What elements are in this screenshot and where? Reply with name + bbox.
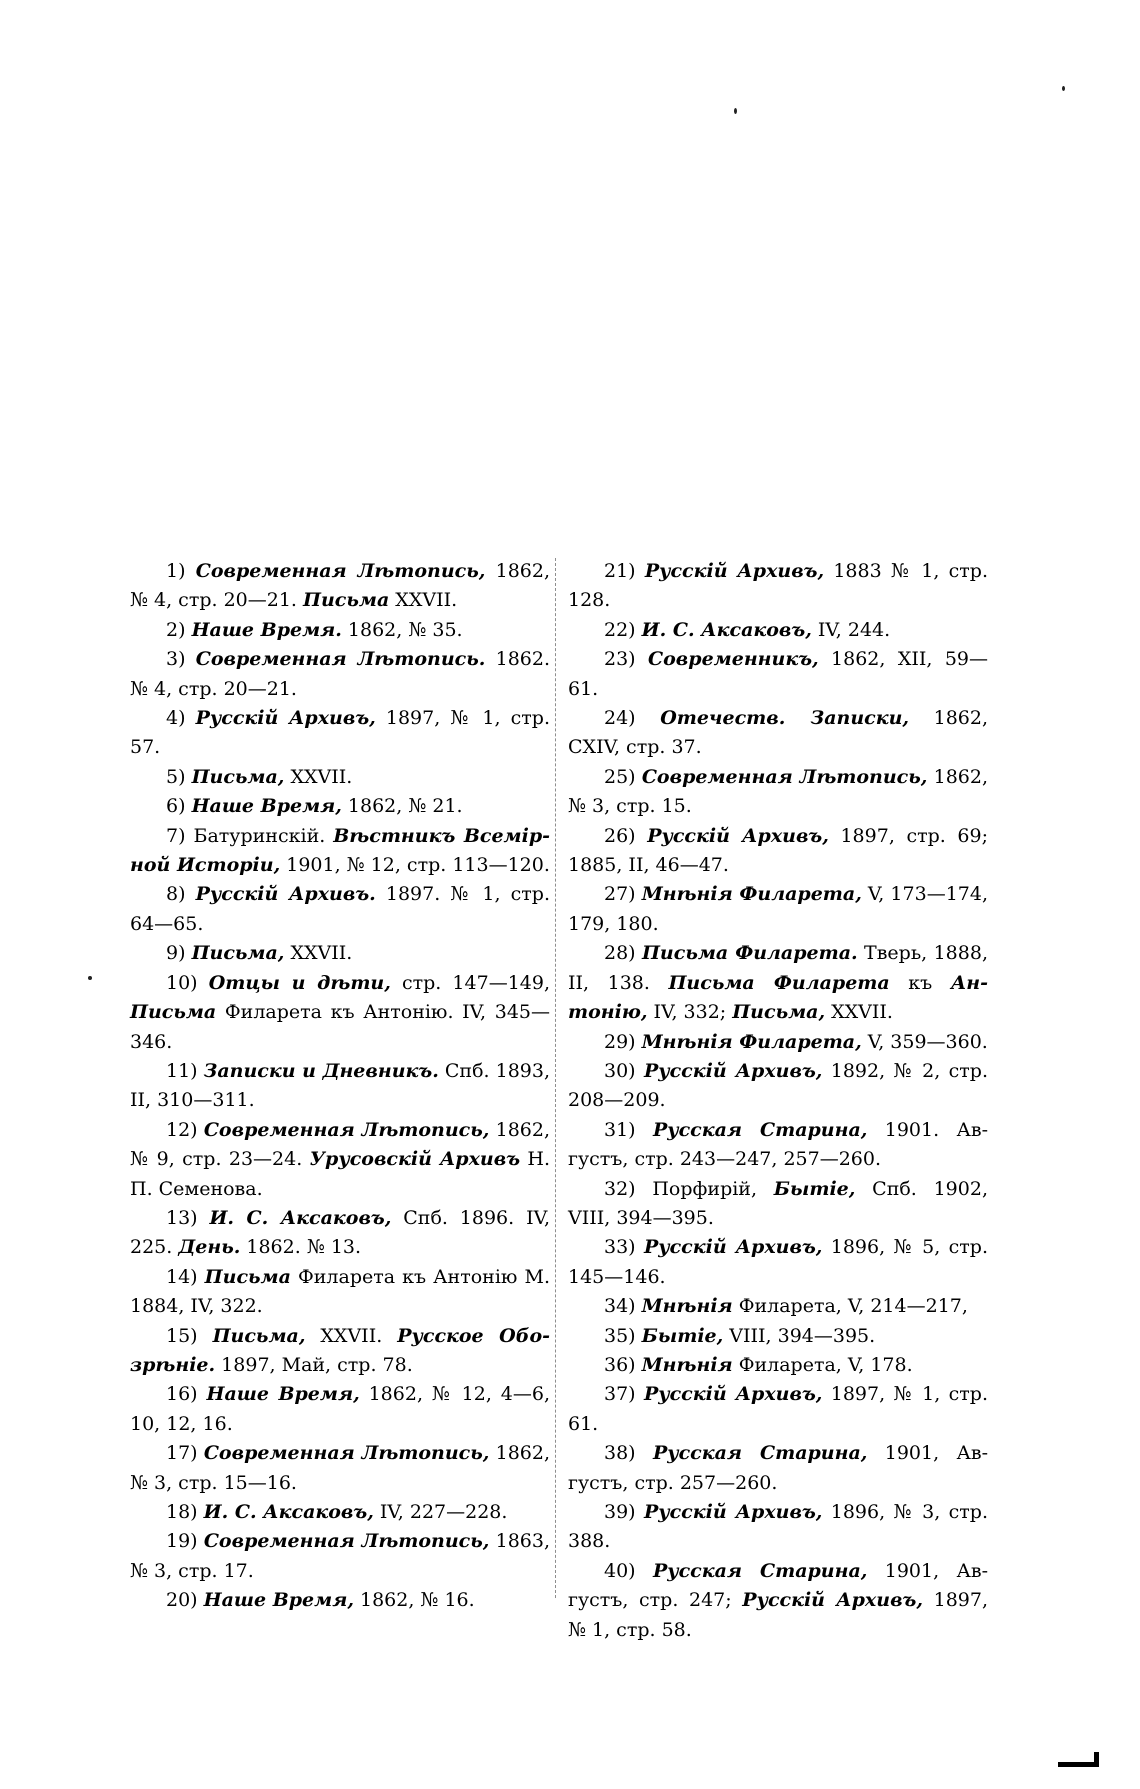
footnote-number: 11) (166, 1059, 198, 1082)
footnote-item (130, 1322, 550, 1381)
footnote-item (130, 1586, 550, 1615)
footnote-item (130, 1204, 550, 1263)
citation-text: 1862, № 21. (341, 795, 463, 818)
citation-text: Н. П. Семенова. (130, 1148, 551, 1200)
footnote-number: 7) (166, 824, 186, 847)
source-title: Письма, (191, 942, 285, 965)
citation-text: XXVII. (284, 765, 353, 788)
source-title: Письма, (732, 1001, 826, 1024)
citation-text: XXVII. (305, 1324, 398, 1347)
footnote-number: 27) (604, 883, 636, 906)
footnote-item (130, 822, 550, 881)
source-title: Наше Время, (206, 1383, 360, 1406)
citation-text: 1863, № 3, стр. 17. (130, 1530, 551, 1582)
citation-text: 1862, № 3, стр. 15. (568, 765, 989, 818)
source-title: Бытіе, (641, 1324, 724, 1347)
source-title: Русская Старина, (652, 1559, 868, 1582)
footnote-item (568, 1175, 988, 1234)
footnote-item (130, 880, 550, 939)
footnote-item (130, 763, 550, 792)
footnote-item (130, 1439, 550, 1498)
source-title: Наше Время, (191, 795, 342, 818)
footnote-item (130, 939, 550, 968)
footnote-number: 1) (166, 560, 186, 582)
source-title: Современная Лѣтопись. (195, 648, 486, 671)
footnote-item (130, 1527, 550, 1586)
source-title: Русская Старина, (652, 1118, 868, 1141)
footnote-item (568, 645, 988, 704)
source-title: День. (178, 1236, 241, 1259)
citation-text: 1862. № 13. (240, 1236, 362, 1259)
footnote-number: 39) (604, 1501, 636, 1523)
source-title: Записки и Дневникъ. (203, 1059, 439, 1082)
source-title: Современная Лѣтопись, (641, 765, 928, 788)
footnote-number: 13) (166, 1206, 198, 1229)
footnote-item (130, 1116, 550, 1204)
footnote-number: 30) (604, 1059, 636, 1082)
source-title: Русскій Архивъ, (742, 1589, 923, 1612)
source-title: Мнѣнія (641, 1295, 733, 1318)
citation-text: 1897, № 1, стр. 58. (568, 1589, 988, 1641)
source-title: Письма Филарета (668, 971, 890, 994)
footnote-number: 21) (604, 560, 636, 582)
source-title: Современная Лѣтопись, (203, 1118, 490, 1141)
footnote-number: 22) (604, 618, 636, 641)
citation-text: 1862, № 35. (341, 618, 463, 641)
footnote-number: 32) (604, 1177, 636, 1200)
footnote-number: 37) (604, 1383, 636, 1406)
footnote-item (568, 1351, 988, 1380)
citation-text: 1862, № 4, стр. 20—21. (130, 560, 551, 612)
footnote-number: 15) (166, 1324, 198, 1347)
source-title: Русскій Архивъ, (643, 1059, 823, 1082)
footnote-item (130, 704, 550, 763)
source-title: Письма (303, 589, 390, 612)
citation-text: IV, 227—228. (373, 1501, 508, 1523)
citation-text: 1892, № 2, стр. 208—209. (568, 1059, 988, 1112)
source-title: Отцы и дѣти, (208, 971, 391, 994)
source-title: Мнѣнія Филарета, (641, 883, 862, 906)
citation-text: XXVII. (825, 1001, 893, 1024)
footnote-number: 8) (166, 883, 186, 906)
source-title: Урусовскій Архивъ (309, 1148, 521, 1171)
scan-speck (1062, 86, 1065, 91)
source-title: Русскій Архивъ, (644, 560, 825, 582)
citation-text: 1901, Августъ, стр. 257—260. (568, 1442, 989, 1494)
page-edge-mark (1058, 1762, 1098, 1767)
footnote-item (568, 704, 988, 763)
footnote-number: 5) (166, 765, 186, 788)
page-edge-mark (1094, 1752, 1099, 1767)
source-title: Письма (130, 1001, 217, 1024)
citation-text: 1901. Августъ, стр. 243—247, 257—260. (568, 1118, 989, 1171)
notes-column-right (568, 557, 988, 1645)
citation-text: Порфирій, (652, 1177, 774, 1200)
footnote-number: 3) (166, 648, 186, 671)
footnote-number: 31) (604, 1118, 636, 1141)
footnote-number: 33) (604, 1236, 636, 1259)
footnote-number: 20) (166, 1589, 198, 1612)
citation-text: 1862, № 3, стр. 15—16. (130, 1442, 551, 1494)
citation-text: 1897, № 1, стр. 57. (130, 707, 551, 759)
source-title: Современная Лѣтопись, (203, 1442, 490, 1465)
footnote-item (568, 939, 988, 1027)
footnote-item (568, 763, 988, 822)
citation-text: 1883 № 1, стр. 128. (568, 560, 989, 612)
citation-text: Филарета къ Антонію М. 1884, IV, 322. (130, 1265, 551, 1318)
footnote-number: 2) (166, 618, 186, 641)
scan-speck (88, 976, 92, 980)
source-title: Письма, (191, 765, 285, 788)
footnote-number: 9) (166, 942, 186, 965)
source-title: Русское Обозрѣніе. (130, 1324, 551, 1376)
source-title: Русскій Архивъ, (647, 824, 829, 847)
footnote-number: 40) (604, 1559, 636, 1582)
citation-text: 1896, № 3, стр. 388. (568, 1501, 988, 1553)
footnote-item (130, 792, 550, 821)
source-title: Наше Время, (203, 1589, 354, 1612)
source-title: Вѣстникъ Всемірной Исторіи, (130, 824, 550, 877)
footnote-number: 36) (604, 1353, 636, 1376)
citation-text: къ (889, 971, 951, 994)
footnote-number: 24) (604, 707, 636, 730)
citation-text: 1897, № 1, стр. 61. (568, 1383, 988, 1435)
citation-text: 1897, Май, стр. 78. (215, 1353, 413, 1376)
citation-text: 1901, Августъ, стр. 247; (568, 1559, 989, 1612)
citation-text: 1862, № 16. (353, 1589, 475, 1612)
source-title: Русскій Архивъ, (643, 1236, 823, 1259)
citation-text: V, 359—360. (861, 1030, 988, 1053)
footnote-item (130, 557, 550, 616)
footnote-item (568, 1498, 988, 1557)
source-title: Антонію, (568, 971, 989, 1024)
column-divider (555, 558, 556, 1598)
citation-text: V, 173—174, 179, 180. (568, 883, 988, 935)
footnote-number: 14) (166, 1265, 198, 1288)
footnote-item (568, 1057, 988, 1116)
citation-text: Филарета, V, 214—217, (732, 1295, 968, 1318)
footnote-item (568, 557, 988, 616)
source-title: Бытіе, (773, 1177, 856, 1200)
footnote-number: 6) (166, 795, 186, 818)
footnote-item (130, 1057, 550, 1116)
source-title: Русскій Архивъ, (643, 1383, 823, 1406)
citation-text: Спб. 1893, II, 310—311. (130, 1059, 550, 1112)
scan-speck (734, 108, 737, 114)
footnote-item (130, 1380, 550, 1439)
source-title: Современникъ, (648, 648, 819, 671)
citation-text: 1897, стр. 69; 1885, II, 46—47. (568, 824, 988, 877)
footnote-number: 34) (604, 1295, 636, 1318)
footnote-item (130, 616, 550, 645)
citation-text: 1862, № 9, стр. 23—24. (130, 1118, 551, 1171)
citation-text: VIII, 394—395. (723, 1324, 876, 1347)
footnote-number: 23) (604, 648, 636, 671)
footnote-item (568, 1439, 988, 1498)
source-title: Русскій Архивъ, (195, 707, 376, 730)
citation-text: Батуринскій. (193, 824, 334, 847)
source-title: Наше Время. (191, 618, 342, 641)
source-title: Русскій Архивъ. (195, 883, 376, 906)
source-title: Письма, (212, 1324, 306, 1347)
source-title: Письма (204, 1265, 291, 1288)
citation-text: 1862. № 4, стр. 20—21. (130, 648, 551, 700)
footnote-item (130, 969, 550, 1057)
citation-text: 1901, № 12, стр. 113—120. (280, 854, 550, 877)
citation-text: Филарета къ Антонію. IV, 345—346. (130, 1001, 550, 1053)
citation-text: 1862, XII, 59—61. (568, 648, 989, 700)
notes-column-left (130, 557, 550, 1616)
citation-text: Спб. 1902, VIII, 394—395. (568, 1177, 988, 1229)
citation-text: XXVII. (389, 589, 458, 612)
footnote-item (568, 1557, 988, 1645)
citation-text: 1897. № 1, стр. 64—65. (130, 883, 551, 935)
citation-text: IV, 332; (647, 1001, 733, 1024)
source-title: И. С. Аксаковъ, (209, 1206, 392, 1229)
footnote-item (568, 822, 988, 881)
footnote-number: 26) (604, 824, 636, 847)
citation-text: Филарета, V, 178. (732, 1353, 913, 1376)
footnote-item (568, 1322, 988, 1351)
source-title: Мнѣнія Филарета, (641, 1030, 862, 1053)
source-title: Русская Старина, (652, 1442, 868, 1465)
footnote-item (568, 1292, 988, 1321)
footnote-item (568, 1233, 988, 1292)
footnote-number: 25) (604, 765, 636, 788)
footnote-item (130, 1498, 550, 1527)
footnote-number: 17) (166, 1442, 198, 1465)
citation-text: Тверь, 1888, II, 138. (568, 942, 988, 994)
footnote-item (130, 645, 550, 704)
footnote-number: 19) (166, 1530, 198, 1553)
footnote-item (568, 880, 988, 939)
citation-text: XXVII. (284, 942, 353, 965)
source-title: Мнѣнія (641, 1353, 733, 1376)
citation-text: Спб. 1896. IV, 225. (130, 1206, 551, 1259)
source-title: И. С. Аксаковъ, (641, 618, 812, 641)
source-title: Современная Лѣтопись, (195, 560, 486, 582)
citation-text: 1862, CXIV, стр. 37. (568, 707, 989, 759)
source-title: Современная Лѣтопись, (203, 1530, 490, 1553)
footnote-item (568, 1380, 988, 1439)
footnote-number: 16) (166, 1383, 198, 1406)
footnote-number: 28) (604, 942, 636, 965)
footnote-item (568, 1028, 988, 1057)
footnote-number: 35) (604, 1324, 636, 1347)
source-title: Отечеств. Записки, (660, 707, 910, 730)
footnote-number: 10) (166, 971, 198, 994)
footnote-item (568, 1116, 988, 1175)
footnote-item (130, 1263, 550, 1322)
footnote-number: 12) (166, 1118, 198, 1141)
footnote-number: 38) (604, 1442, 636, 1465)
citation-text: IV, 244. (811, 618, 891, 641)
citation-text: стр. 147—149, (390, 971, 551, 994)
footnote-number: 18) (166, 1501, 198, 1523)
footnote-number: 4) (166, 707, 186, 730)
citation-text: 1862, № 12, 4—6, 10, 12, 16. (130, 1383, 550, 1435)
source-title: Русскій Архивъ, (643, 1501, 823, 1523)
footnote-number: 29) (604, 1030, 636, 1053)
footnote-item (568, 616, 988, 645)
source-title: И. С. Аксаковъ, (203, 1501, 374, 1523)
source-title: Письма Филарета. (641, 942, 858, 965)
citation-text: 1896, № 5, стр. 145—146. (568, 1236, 988, 1288)
